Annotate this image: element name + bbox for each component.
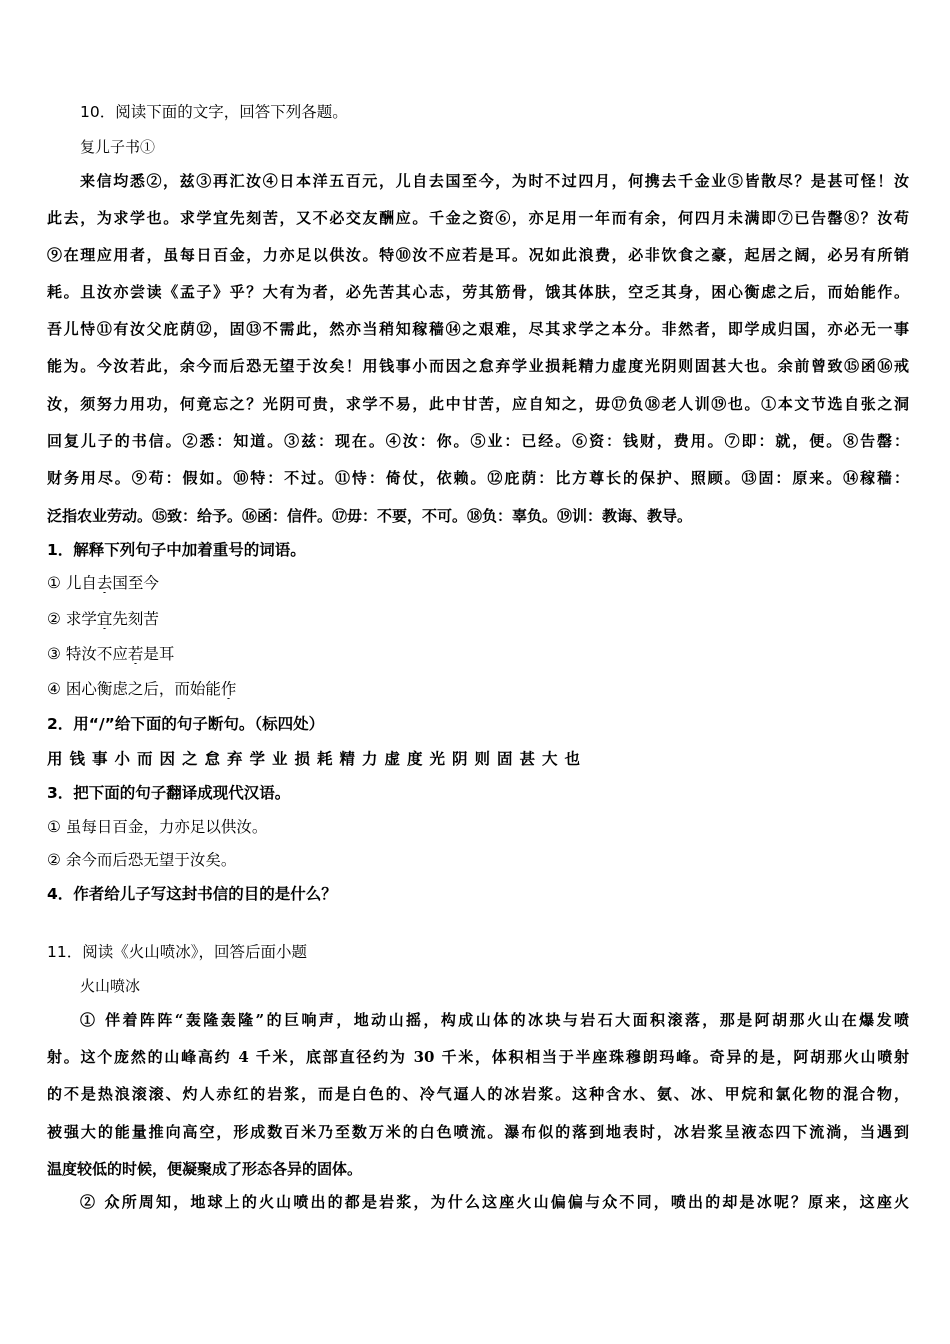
question-1-item: ④ 困心衡虑之后，而始能作 bbox=[47, 680, 237, 698]
letter-paragraph-line: 耗。且汝亦尝读《孟子》乎？大有为者，必先苦其心志，劳其筋骨，饿其体肤，空乏其身，困心衡虑之后，而始能作。 bbox=[47, 283, 909, 301]
article-paragraph-line: 温度较低的时候，便凝聚成了形态各异的固体。 bbox=[47, 1160, 363, 1178]
letter-paragraph-line: 此去，为求学也。求学宜先刻苦，又不必交友酬应。千金之资⑥，亦足用一年而有余，何四月未满即⑦已告罄⑧？汝苟 bbox=[47, 209, 909, 227]
question-1-item: ② 求学宜先刻苦 bbox=[47, 610, 159, 628]
article-paragraph-line: 的不是热浪滚滚、灼人赤红的岩浆，而是白色的、冷气逼人的冰岩浆。这种含水、氨、冰、甲烷和氯化物的混合物， bbox=[47, 1085, 909, 1103]
article-paragraph-line: ① 伴着阵阵“轰隆轰隆”的巨响声，地动山摇，构成山体的冰块与岩石大面积滚落，那是阿胡那火山在爆发喷 bbox=[80, 1011, 909, 1029]
question-11-heading: 11．阅读《火山喷冰》，回答后面小题 bbox=[47, 943, 307, 961]
emphasized-word: 宜 bbox=[96, 610, 113, 628]
emphasized-word: 去 bbox=[96, 574, 113, 592]
letter-paragraph-line: 汝，须努力用功，何竟忘之？光阴可贵，求学不易，此中甘苦，应自知之，毋⑰负⑱老人训⑲也。①本文节选自张之洞 bbox=[47, 395, 909, 413]
letter-paragraph-line: 吾儿恃⑪有汝父庇荫⑫，固⑬不需此，然亦当稍知稼穑⑭之艰难，尽其求学之本分。非然者，即学成归国，亦必无一事 bbox=[47, 320, 909, 338]
question-3-item: ① 虽每日百金，力亦足以供汝。 bbox=[47, 818, 268, 836]
emphasized-word: 作 bbox=[220, 680, 237, 698]
article-title: 火山喷冰 bbox=[80, 977, 141, 995]
letter-paragraph-line: ⑨在理应用者，虽每日百金，力亦足以供汝。特⑩汝不应若是耳。况如此浪费，必非饮食之豪，起居之阔，必另有所销 bbox=[47, 246, 909, 264]
question-4: 4．作者给儿子写这封书信的目的是什么？ bbox=[47, 885, 337, 903]
question-3: 3．把下面的句子翻译成现代汉语。 bbox=[47, 784, 291, 802]
emphasized-word: 若 bbox=[127, 645, 144, 663]
article-paragraph-line: 射。这个庞然的山峰高约 4 千米，底部直径约为 30 千米，体积相当于半座珠穆朗玛峰。奇异的是，阿胡那火山喷射 bbox=[47, 1048, 909, 1066]
question-10-heading: 10．阅读下面的文字，回答下列各题。 bbox=[80, 103, 348, 121]
article-paragraph-line: ② 众所周知，地球上的火山喷出的都是岩浆，为什么这座火山偏偏与众不同，喷出的却是冰呢？原来，这座火 bbox=[80, 1193, 909, 1211]
article-paragraph-line: 被强大的能量推向高空，形成数百米乃至数万米的白色喷流。瀑布似的落到地表时，冰岩浆呈液态四下流淌，当遇到 bbox=[47, 1123, 909, 1141]
annotation-line: 泛指农业劳动。⑮致：给予。⑯函：信件。⑰毋：不要，不可。⑱负：辜负。⑲训：教诲、教导。 bbox=[47, 507, 693, 525]
question-2-sentence: 用钱事小而因之怠弃学业损耗精力虚度光阴则固甚大也 bbox=[47, 750, 588, 768]
annotation-line: 回复儿子的书信。②悉：知道。③兹：现在。④汝：你。⑤业：已经。⑥资：钱财，费用。⑦即：就，便。⑧告罄： bbox=[47, 432, 909, 450]
letter-paragraph-line: 能为。今汝若此，余今而后恐无望于汝矣！用钱事小而因之怠弃学业损耗精力虚度光阴则固甚大也。余前曾致⑮函⑯戒 bbox=[47, 357, 909, 375]
question-1-item: ③ 特汝不应若是耳 bbox=[47, 645, 175, 663]
question-1: 1．解释下列句子中加着重号的词语。 bbox=[47, 541, 306, 559]
question-2: 2．用“/”给下面的句子断句。（标四处） bbox=[47, 715, 325, 733]
question-3-item: ② 余今而后恐无望于汝矣。 bbox=[47, 851, 237, 869]
letter-title: 复儿子书① bbox=[80, 138, 156, 156]
letter-paragraph-line: 来信均悉②，兹③再汇汝④日本洋五百元，儿自去国至今，为时不过四月，何携去千金业⑤皆散尽？是甚可怪！汝 bbox=[80, 172, 909, 190]
annotation-line: 财务用尽。⑨苟：假如。⑩特：不过。⑪恃：倚仗，依赖。⑫庇荫：比方尊长的保护、照顾。⑬固：原来。⑭稼穑： bbox=[47, 469, 909, 487]
question-1-item: ① 儿自去国至今 bbox=[47, 574, 159, 592]
